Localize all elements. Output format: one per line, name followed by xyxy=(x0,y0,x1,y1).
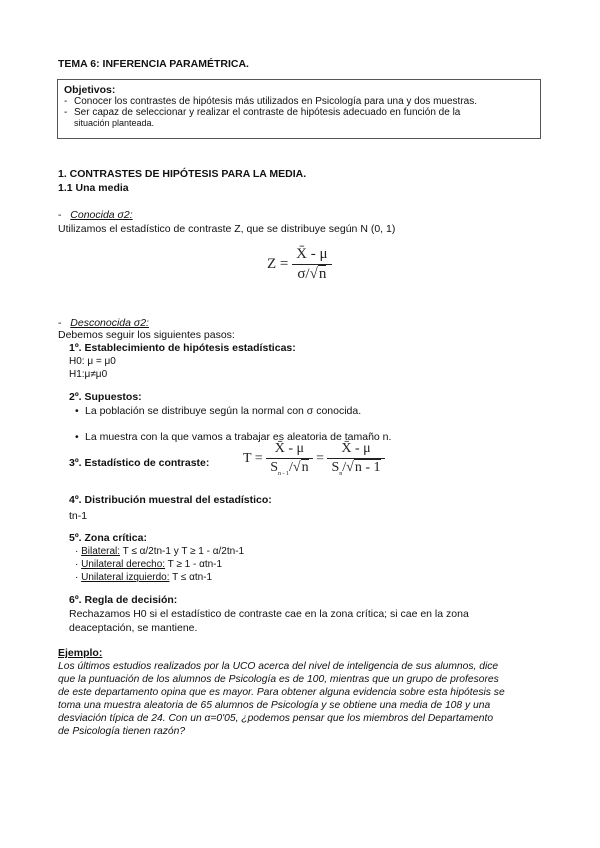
step1-heading: 1º. Establecimiento de hipótesis estadísticas: xyxy=(69,342,296,354)
objective-item-continued: situación planteada. xyxy=(74,118,155,128)
decision-rule-line: Rechazamos H0 si el estadístico de contraste cae en la zona crítica; si cae en la zona xyxy=(69,608,469,620)
critical-zone-right: · Unilateral derecho: T ≥ 1 - αtn-1 xyxy=(75,559,223,570)
objective-item: - Conocer los contrastes de hipótesis más utilizados en Psicología para una y dos muestras. xyxy=(64,96,534,107)
unknown-intro: Debemos seguir los siguientes pasos: xyxy=(58,329,235,341)
objectives-heading: Objetivos: xyxy=(64,84,116,96)
h0-hypothesis: H0: μ = μ0 xyxy=(69,356,116,367)
known-sigma-label: - Conocida σ2: xyxy=(58,209,133,221)
step6-heading: 6º. Regla de decisión: xyxy=(69,594,178,606)
decision-rule-line: deaceptación, se mantiene. xyxy=(69,622,198,634)
critical-zone-left: · Unilateral izquierdo: T ≤ αtn-1 xyxy=(75,572,213,583)
section-heading: 1. CONTRASTES DE HIPÓTESIS PARA LA MEDIA. xyxy=(58,168,307,180)
z-formula: Z = $\frac{X̄ - \mu}{\sigma/√n}$ xyxy=(267,246,332,283)
objective-item: - Ser capaz de seleccionar y realizar el contraste de hipótesis adecuado en función de la xyxy=(64,107,534,118)
step4-heading: 4º. Distribución muestral del estadístico: xyxy=(69,494,272,506)
subsection-heading: 1.1 Una media xyxy=(58,182,129,194)
h1-hypothesis: H1:μ≠μ0 xyxy=(69,369,108,380)
step2-heading: 2º. Supuestos: xyxy=(69,391,142,403)
known-sigma-text: Utilizamos el estadístico de contraste Z, que se distribuye según N (0, 1) xyxy=(58,223,396,235)
example-heading: Ejemplo: xyxy=(58,647,103,659)
objectives-box xyxy=(57,79,541,139)
t-formula: T = $\frac{X̄ - \mu}{S_{n - 1}/√n}$ = $\frac{X̄ - \mu}{S_n/√n - 1}$ xyxy=(243,441,385,477)
page-title: TEMA 6: INFERENCIA PARAMÉTRICA. xyxy=(58,58,249,70)
step5-heading: 5º. Zona crítica: xyxy=(69,532,147,544)
assumption-item: • La muestra con la que vamos a trabajar es aleatoria de tamaño n. xyxy=(75,431,600,443)
sampling-distribution: tn-1 xyxy=(69,510,88,522)
critical-zone-bilateral: · Bilateral: T ≤ α/2tn-1 y T ≥ 1 - α/2tn-1 xyxy=(75,546,245,557)
example-text: Los últimos estudios realizados por la UCO acerca del nivel de inteligencia de sus alumnos, dice que la puntuación de los alumnos de Psicología es de 100, mientras que un grupo de profesores de este departamento opina que es mayor. Para obtener alguna evidencia sobre esta hipótesis se toma una muestra aleatoria de 65 alumnos de Psicología y se obtiene una media de 108 y una desviación típica de 24. Con un α=0'05, ¿podemos pensar que los miembros del Departamento de Psicología tienen razón? xyxy=(58,661,505,737)
unknown-sigma-label: - Desconocida σ2: xyxy=(58,317,149,329)
assumption-item: • La población se distribuye según la normal con σ conocida. xyxy=(75,405,600,417)
step3-heading: 3º. Estadístico de contraste: xyxy=(69,457,210,469)
